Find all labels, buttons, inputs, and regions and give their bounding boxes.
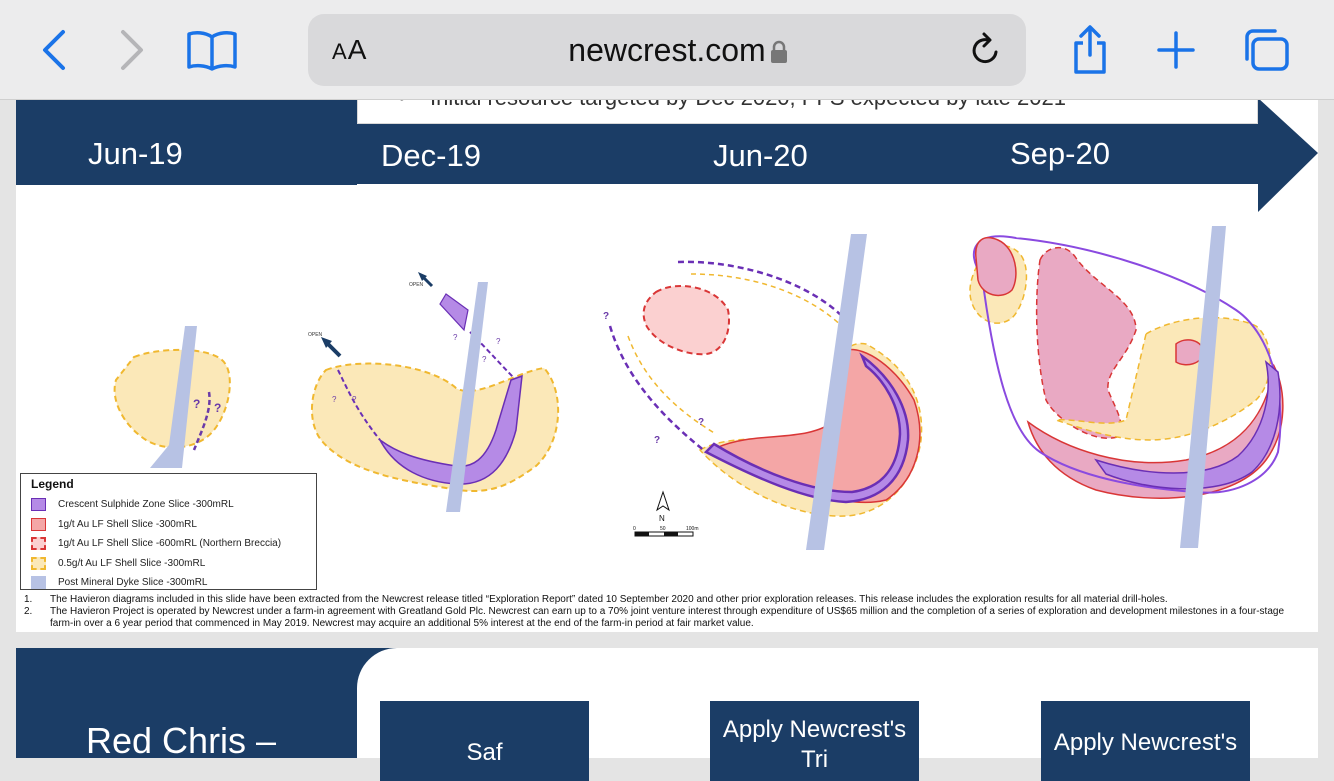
footnote-text: The Havieron Project is operated by Newcrest under a farm-in agreement with Greatland Gold Plc. Newcrest can earn up to a 70% joint venture interest through expenditure of US$65 million and the completion of a series of exploration and development milestones in a four-stage farm-in over a 6 year period that commenced in May 2019. Newcrest may acquire an additional 5% interest at the end of the farm-in period at fair market value. <box>50 606 1284 629</box>
legend-item <box>31 573 306 593</box>
legend-label: 1g/t Au LF Shell Slice -300mRL <box>58 518 197 530</box>
unknown-label: ? <box>332 395 337 404</box>
reload-icon[interactable] <box>968 30 1004 70</box>
footnotes <box>24 594 1309 630</box>
legend-swatch-1gt-300 <box>31 518 46 531</box>
footnote-text: The Havieron diagrams included in this slide have been extracted from the Newcrest release titled “Exploration Report” dated 10 September 2020 and other prior exploration releases. This release includes the exploration results for all material drill-holes. <box>50 594 1168 605</box>
legend-label: Crescent Sulphide Zone Slice -300mRL <box>58 499 234 511</box>
text-size-button[interactable]: AA <box>332 34 368 65</box>
unknown-label: ? <box>698 417 705 428</box>
legend <box>20 473 317 590</box>
legend-title: Legend <box>31 477 74 491</box>
legend-swatch-1gt-600 <box>31 537 46 550</box>
legend-swatch-0-5gt-300 <box>31 557 46 570</box>
legend-swatch-post-mineral-dyke <box>31 576 46 589</box>
legend-label: 1g/t Au LF Shell Slice -600mRL (Northern Breccia) <box>58 538 282 550</box>
legend-swatch-crescent-sulphide <box>31 498 46 511</box>
unknown-label: ? <box>453 333 458 342</box>
slide-panel <box>357 648 1318 773</box>
strategy-box: Saf <box>380 701 589 781</box>
legend-item <box>31 534 306 554</box>
diagram-jun-19 <box>115 326 230 468</box>
footnote-number: 1. <box>24 594 33 605</box>
timeline-label-jun-19: Jun-19 <box>88 136 183 171</box>
lock-icon <box>770 40 788 64</box>
timeline-label-sep-20: Sep-20 <box>1010 136 1110 171</box>
diagram-jun-20 <box>603 234 922 550</box>
svg-text:100m: 100m <box>686 526 699 532</box>
unknown-label: ? <box>352 395 357 404</box>
unknown-label: ? <box>654 435 661 446</box>
timeline-label-dec-19: Dec-19 <box>381 138 481 173</box>
url-domain: newcrest.com <box>568 32 766 68</box>
north-label: N <box>659 514 665 523</box>
open-label: OPEN <box>409 282 424 288</box>
footnote <box>24 606 1309 630</box>
open-label: OPEN <box>308 332 323 338</box>
footnote <box>24 594 1309 606</box>
diagram-dec-19 <box>308 272 558 512</box>
chevron-right-icon <box>117 28 147 72</box>
red-chris-slide <box>16 648 1318 773</box>
diagram-sep-20 <box>970 226 1283 548</box>
unknown-label: ? <box>482 355 487 364</box>
legend-item <box>31 515 306 535</box>
unknown-label: ? <box>193 397 201 411</box>
legend-item <box>31 554 306 574</box>
strategy-box: Apply Newcrest's <box>1041 701 1250 781</box>
unknown-label: ? <box>603 311 610 322</box>
legend-label: 0.5g/t Au LF Shell Slice -300mRL <box>58 557 206 569</box>
unknown-label: ? <box>214 401 222 415</box>
chevron-left-icon <box>39 28 69 72</box>
tabs-button[interactable] <box>1238 22 1294 78</box>
share-button[interactable] <box>1062 22 1118 78</box>
timeline-label-jun-20: Jun-20 <box>713 138 808 173</box>
legend-item <box>31 495 306 515</box>
bookmarks-button[interactable] <box>184 22 240 78</box>
plus-icon <box>1156 30 1196 70</box>
slide-title: Red Chris – <box>86 720 277 761</box>
share-icon <box>1070 25 1110 75</box>
legend-label: Post Mineral Dyke Slice -300mRL <box>58 577 208 589</box>
unknown-label: ? <box>496 337 501 346</box>
north-arrow-icon <box>657 492 669 510</box>
book-icon <box>185 29 239 71</box>
back-button[interactable] <box>26 22 82 78</box>
havieron-timeline-slide <box>16 100 1318 632</box>
strategy-box: Apply Newcrest's Tri <box>710 701 919 781</box>
tabs-icon <box>1241 27 1291 73</box>
svg-text:50: 50 <box>660 526 666 532</box>
new-tab-button[interactable] <box>1148 22 1204 78</box>
address-bar[interactable] <box>308 14 1026 86</box>
forward-button[interactable] <box>104 22 160 78</box>
footnote-number: 2. <box>24 606 33 617</box>
svg-text:0: 0 <box>633 526 636 532</box>
browser-toolbar <box>0 0 1334 100</box>
